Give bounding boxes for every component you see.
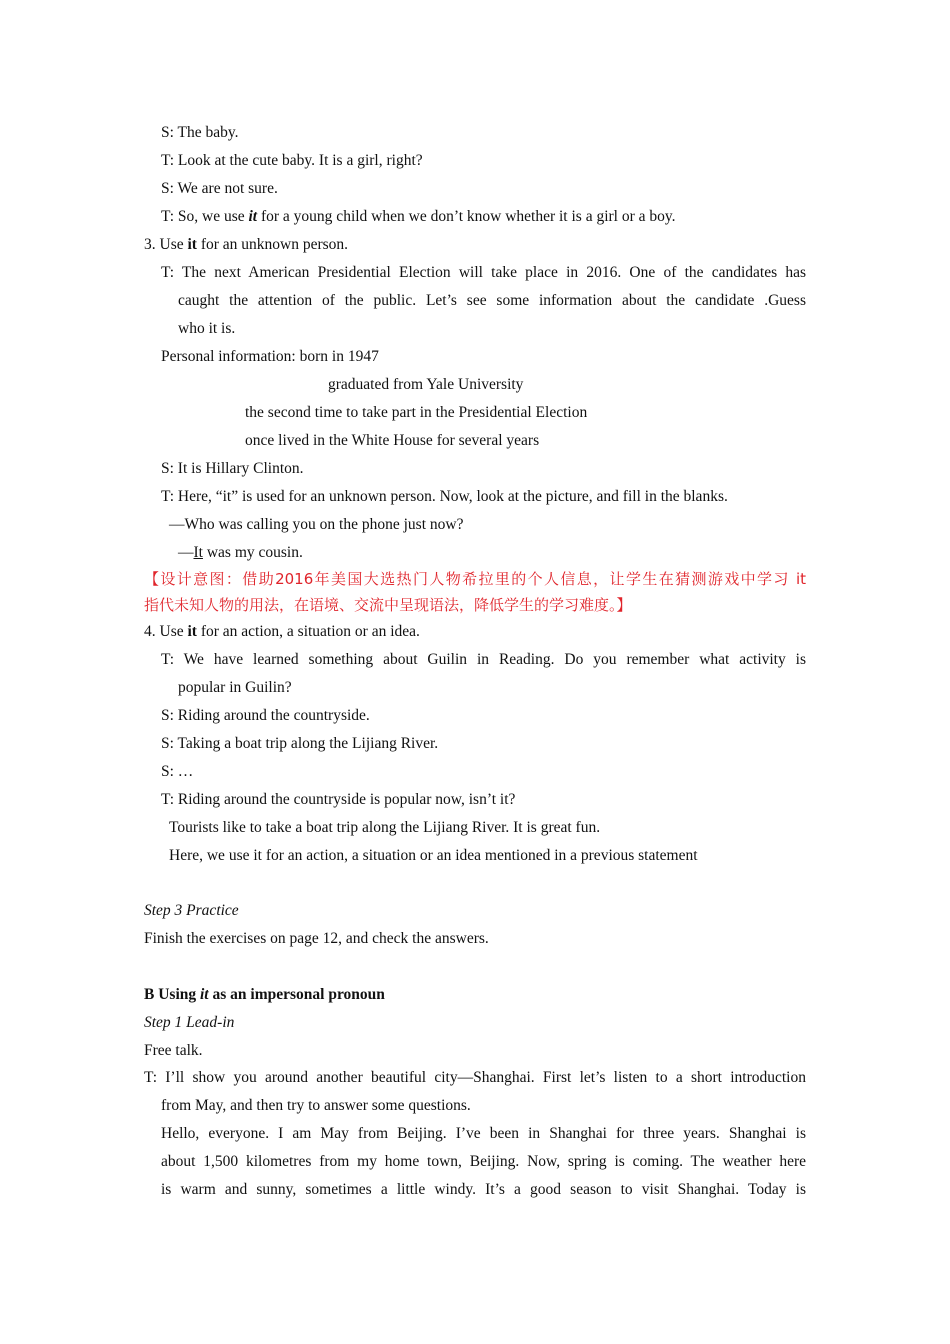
dialogue-line: T: I’ll show you around another beautiful city—Shanghai. First let’s listen to a short introduction: [144, 1069, 806, 1086]
passage-line: about 1,500 kilometres from my home town, Beijing. Now, spring is coming. The weather here: [161, 1153, 806, 1170]
dialogue-line: S: It is Hillary Clinton.: [161, 460, 304, 477]
info-line: Personal information: born in 1947: [161, 348, 379, 365]
dialogue-line: —Who was calling you on the phone just now?: [169, 516, 464, 533]
dialogue-line: T: Look at the cute baby. It is a girl, right?: [161, 152, 423, 169]
dialogue-line: T: We have learned something about Guilin in Reading. Do you remember what activity is: [161, 651, 806, 668]
step-heading: Step 1 Lead-in: [144, 1014, 235, 1031]
dialogue-line: S: Riding around the countryside.: [161, 707, 370, 724]
section-heading-3: 3. Use it for an unknown person.: [144, 236, 349, 253]
dialogue-line: T: Riding around the countryside is popular now, isn’t it?: [161, 791, 516, 808]
body-line: Finish the exercises on page 12, and check the answers.: [144, 930, 489, 947]
dialogue-line: T: The next American Presidential Election will take place in 2016. One of the candidates has: [161, 264, 806, 281]
section-title-b: B Using it as an impersonal pronoun: [144, 986, 385, 1003]
step-heading: Step 3 Practice: [144, 902, 239, 919]
dialogue-line: —It was my cousin.: [178, 544, 303, 561]
passage-line: is warm and sunny, sometimes a little windy. It’s a good season to visit Shanghai. Today is: [161, 1181, 806, 1198]
section-heading-4: 4. Use it for an action, a situation or an idea.: [144, 623, 420, 640]
info-line: once lived in the White House for several years: [245, 432, 540, 449]
dialogue-line: T: So, we use it for a young child when we don’t know whether it is a girl or a boy.: [161, 208, 676, 225]
dialogue-line: S: …: [161, 763, 194, 780]
dialogue-line: from May, and then try to answer some questions.: [161, 1097, 471, 1114]
design-note: 指代未知人物的用法，在语境、交流中呈现语法，降低学生的学习难度。】: [144, 596, 632, 614]
dialogue-line: T: Here, “it” is used for an unknown person. Now, look at the picture, and fill in the blanks.: [161, 488, 728, 505]
design-note: 【设计意图：借助2016年美国大选热门人物希拉里的个人信息，让学生在猜测游戏中学习 it: [144, 570, 806, 588]
body-line: Free talk.: [144, 1042, 203, 1059]
info-line: the second time to take part in the Presidential Election: [245, 404, 588, 421]
dialogue-line: S: The baby.: [161, 124, 239, 141]
dialogue-line: S: Taking a boat trip along the Lijiang River.: [161, 735, 439, 752]
info-line: graduated from Yale University: [328, 376, 524, 393]
dialogue-line: Here, we use it for an action, a situation or an idea mentioned in a previous statement: [169, 847, 698, 864]
dialogue-line: popular in Guilin?: [178, 679, 292, 696]
dialogue-line: Tourists like to take a boat trip along the Lijiang River. It is great fun.: [169, 819, 601, 836]
passage-line: Hello, everyone. I am May from Beijing. I’ve been in Shanghai for three years. Shanghai is: [161, 1125, 806, 1142]
dialogue-line: who it is.: [178, 320, 236, 337]
dialogue-line: caught the attention of the public. Let’s see some information about the candidate .Guess: [178, 292, 806, 309]
dialogue-line: S: We are not sure.: [161, 180, 278, 197]
